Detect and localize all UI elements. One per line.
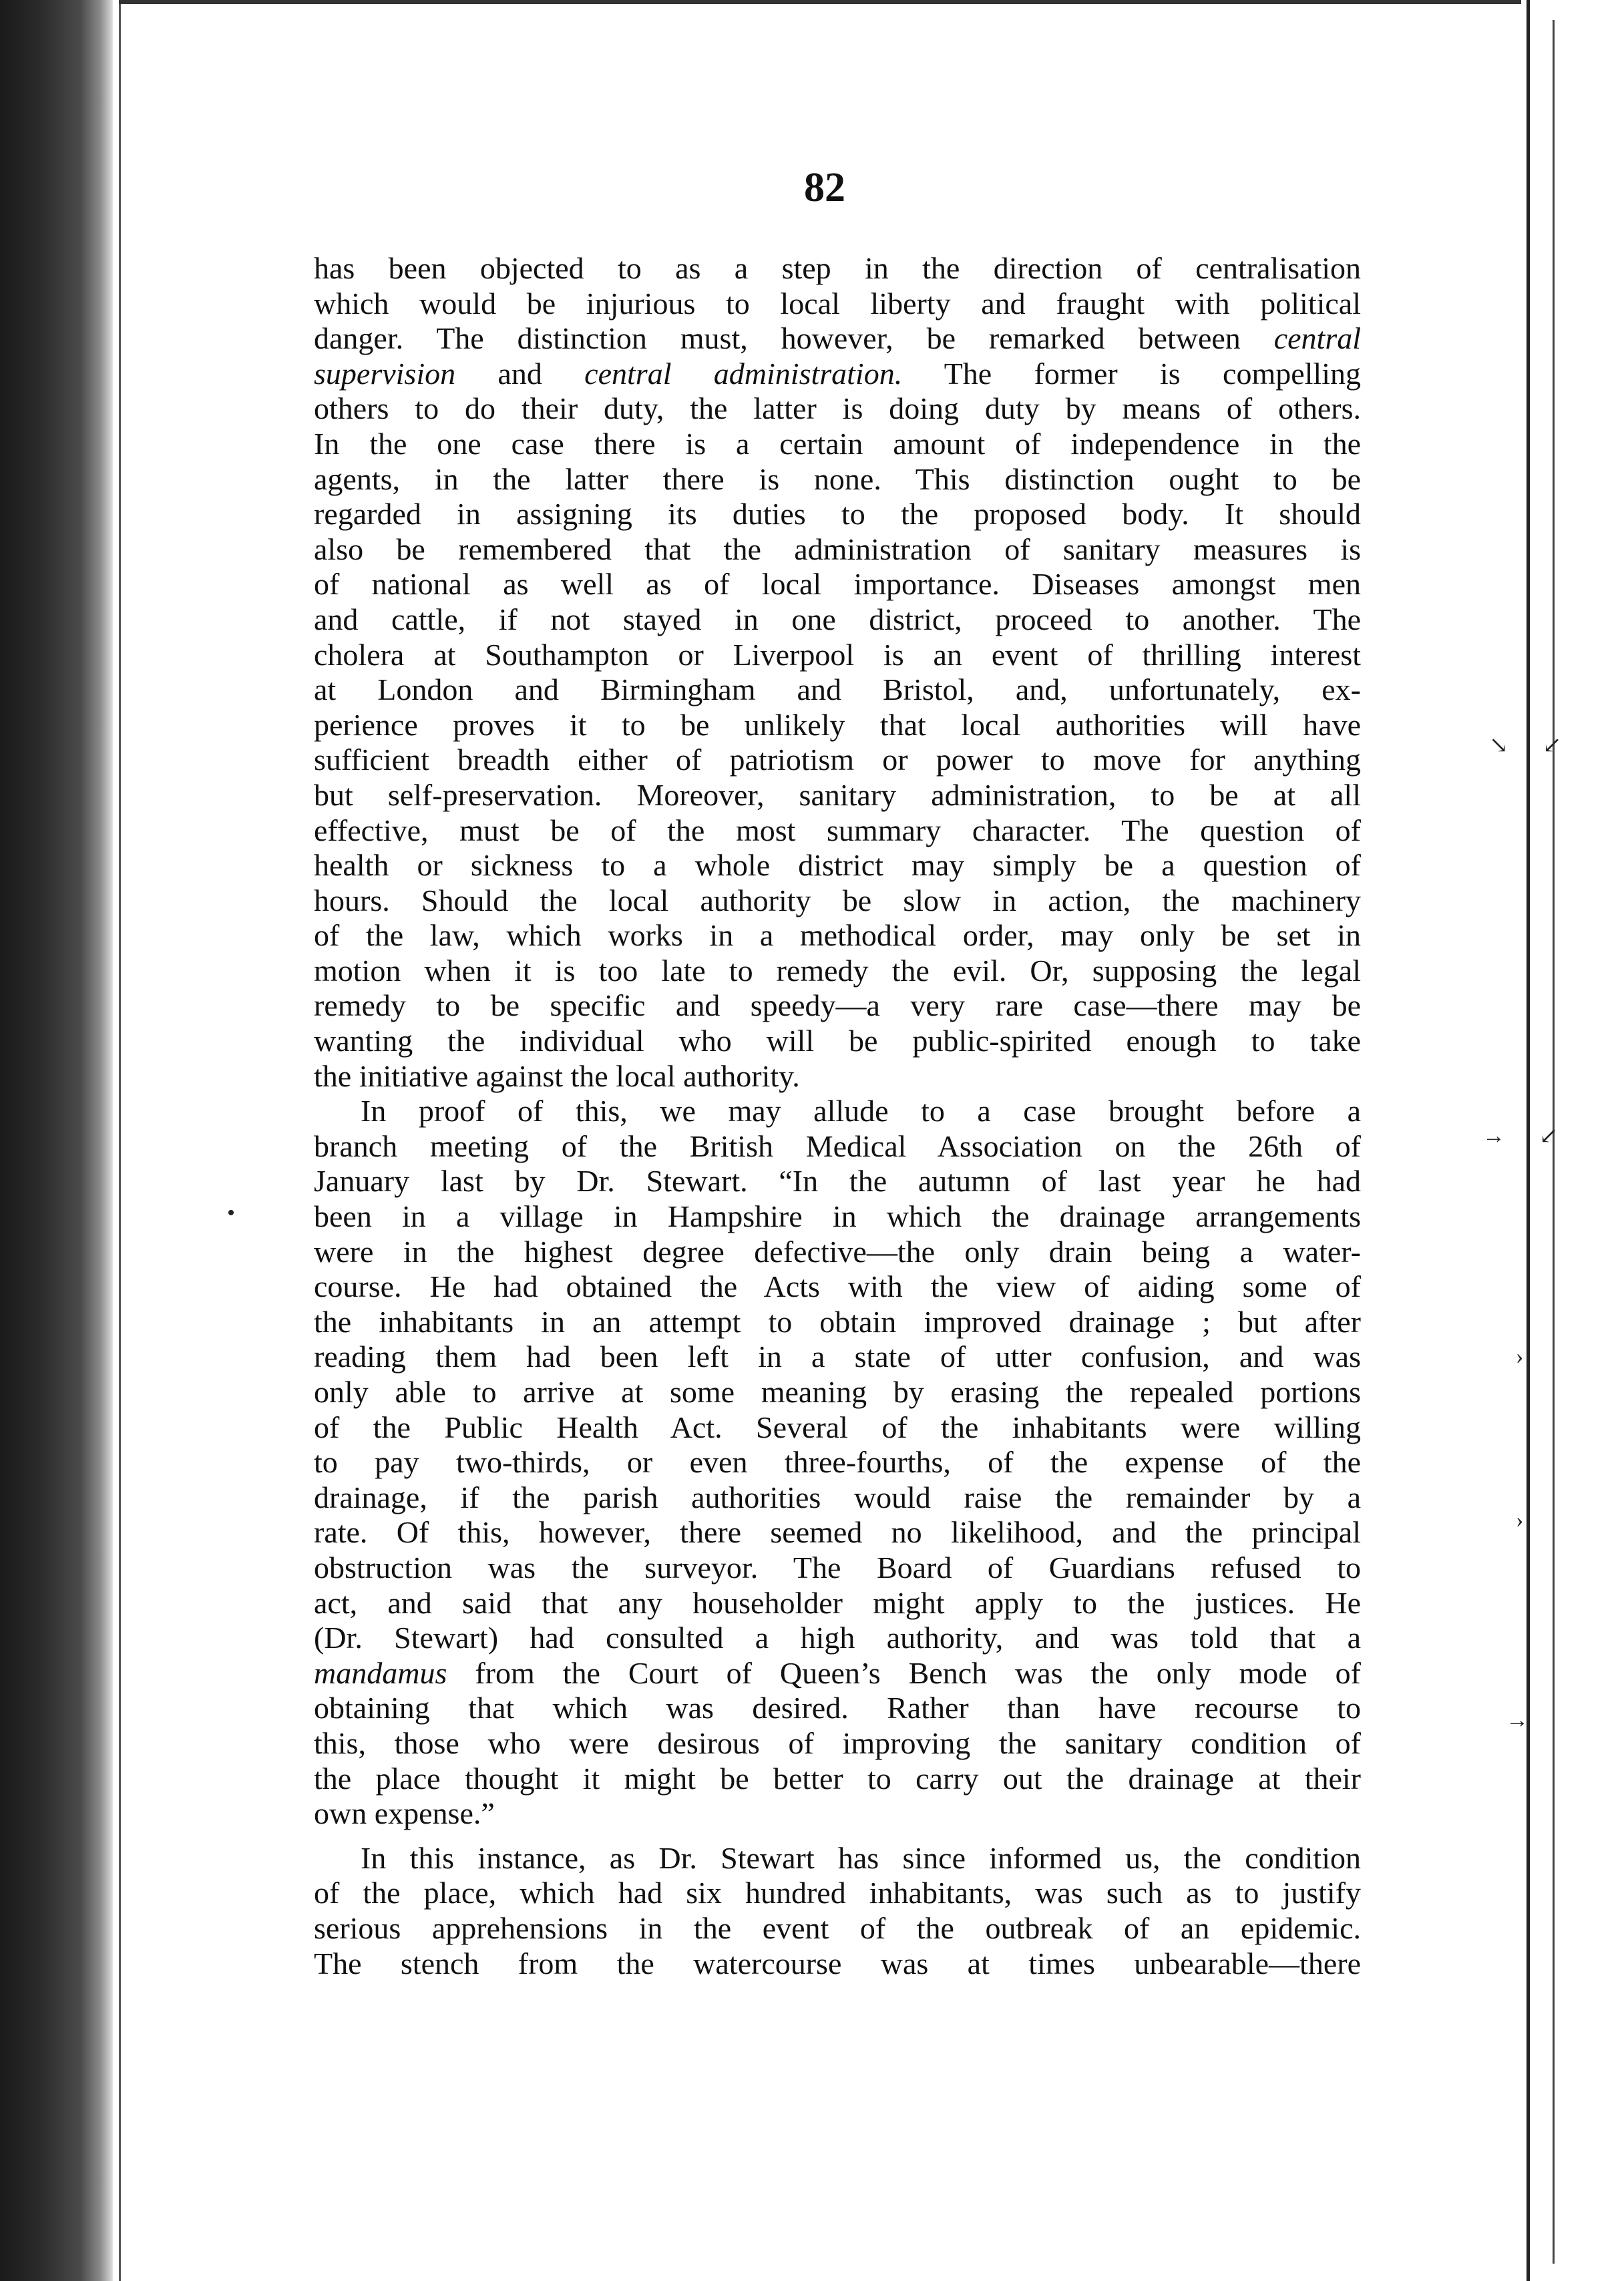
text-line: remedy to be specific and speedy—a very rare case—there may be (314, 988, 1361, 1023)
emphasis: central (1273, 321, 1361, 356)
scan-mark: › (1516, 1344, 1524, 1369)
scan-mark: ↙ (1543, 733, 1562, 758)
text-line: drainage, if the parish authorities would raise the remainder by a (314, 1480, 1361, 1514)
text-line: at London and Birmingham and Bristol, and, unfortunately, ex- (314, 672, 1361, 707)
text-line: obtaining that which was desired. Rather than have recourse to (314, 1691, 1361, 1725)
body-text (314, 251, 1361, 1981)
text-line: supervision and central administration. The former is compelling (314, 356, 1361, 391)
text-line: The stench from the watercourse was at times unbearable—there (314, 1946, 1361, 1981)
binding-gutter (0, 0, 114, 2281)
text-line: course. He had obtained the Acts with the view of aiding some of (314, 1269, 1361, 1304)
text-line: In the one case there is a certain amount of independence in the (314, 426, 1361, 461)
page-number: 82 (804, 165, 845, 210)
text-line: branch meeting of the British Medical Association on the 26th of (314, 1128, 1361, 1163)
scan-mark: ↘ (1489, 733, 1508, 758)
text-line: perience proves it to be unlikely that local authorities will have (314, 707, 1361, 742)
scan-mark: › (1516, 1508, 1524, 1532)
text-line (314, 321, 1361, 357)
scan-mark: → (1482, 1124, 1505, 1149)
text-line: of the law, which works in a methodical order, may only be set in (314, 918, 1361, 953)
text-line: the place thought it might be better to carry out the drainage at their (314, 1761, 1361, 1796)
emphasis: supervision (314, 356, 456, 391)
text-line: mandamus from the Court of Queen’s Bench was the only mode of (314, 1655, 1361, 1690)
text-line: of the Public Health Act. Several of the inhabitants were willing (314, 1410, 1361, 1444)
scan-mark: → (1506, 1708, 1529, 1733)
text-line: has been objected to as a step in the direction of centralisation (314, 251, 1361, 285)
text-line: obstruction was the surveyor. The Board of Guardians refused to (314, 1550, 1361, 1585)
text-line: health or sickness to a whole district may simply be a question of (314, 848, 1361, 883)
text-line: also be remembered that the administration of sanitary measures is (314, 532, 1361, 566)
text-line: own expense.” (314, 1796, 495, 1831)
top-scan-edge (119, 0, 1521, 4)
text-line: act, and said that any householder might apply to the justices. He (314, 1585, 1361, 1620)
text-line: the inhabitants in an attempt to obtain improved drainage ; but after (314, 1304, 1361, 1339)
paragraph-start: In proof of this, we may allude to a case brought before a (361, 1094, 1361, 1128)
text-line: and cattle, if not stayed in one district, proceed to another. The (314, 602, 1361, 636)
text-line: cholera at Southampton or Liverpool is an event of thrilling interest (314, 637, 1361, 672)
text-line: agents, in the latter there is none. This distinction ought to be (314, 461, 1361, 496)
text-line: January last by Dr. Stewart. “In the autumn of last year he had (314, 1164, 1361, 1199)
text-line: (Dr. Stewart) had consulted a high authority, and was told that a (314, 1621, 1361, 1655)
text-line: regarded in assigning its duties to the proposed body. It should (314, 497, 1361, 532)
text-line: which would be injurious to local liberty and fraught with political (314, 286, 1361, 321)
text-line: others to do their duty, the latter is doing duty by means of others. (314, 391, 1361, 426)
text-segment: danger. The distinction must, however, be remarked between (314, 321, 1274, 356)
text-line: of the place, which had six hundred inhabitants, was such as to justify (314, 1876, 1361, 1910)
text-line: this, those who were desirous of improving the sanitary condition of (314, 1725, 1361, 1760)
text-line: to pay two-thirds, or even three-fourths, of the expense of the (314, 1445, 1361, 1480)
gutter-edge-line (119, 0, 121, 2281)
text-line: sufficient breadth either of patriotism or power to move for anything (314, 743, 1361, 777)
text-line: rate. Of this, however, there seemed no likelihood, and the principal (314, 1515, 1361, 1550)
emphasis: mandamus (314, 1655, 447, 1690)
text-line: effective, must be of the most summary character. The question of (314, 813, 1361, 847)
text-line: wanting the individual who will be public-spirited enough to take (314, 1024, 1361, 1058)
text-line: the initiative against the local authority. (314, 1058, 800, 1093)
scan-mark: • (227, 1201, 235, 1225)
paragraph-start: In this instance, as Dr. Stewart has since informed us, the condition (361, 1840, 1361, 1875)
text-line: reading them had been left in a state of utter confusion, and was (314, 1339, 1361, 1374)
emphasis: central administration. (584, 356, 903, 391)
text-line: hours. Should the local authority be slow in action, the machinery (314, 883, 1361, 917)
text-line: motion when it is too late to remedy the evil. Or, supposing the legal (314, 953, 1361, 988)
scan-mark: ↙ (1539, 1124, 1559, 1149)
text-line: but self-preservation. Moreover, sanitary administration, to be at all (314, 777, 1361, 812)
text-line: been in a village in Hampshire in which the drainage arrangements (314, 1199, 1361, 1234)
text-line: serious apprehensions in the event of the outbreak of an epidemic. (314, 1910, 1361, 1945)
text-line: were in the highest degree defective—the only drain being a water- (314, 1234, 1361, 1269)
text-line: only able to arrive at some meaning by erasing the repealed portions (314, 1375, 1361, 1409)
text-line: of national as well as of local importance. Diseases amongst men (314, 567, 1361, 602)
paragraph-gap (314, 1832, 1361, 1841)
